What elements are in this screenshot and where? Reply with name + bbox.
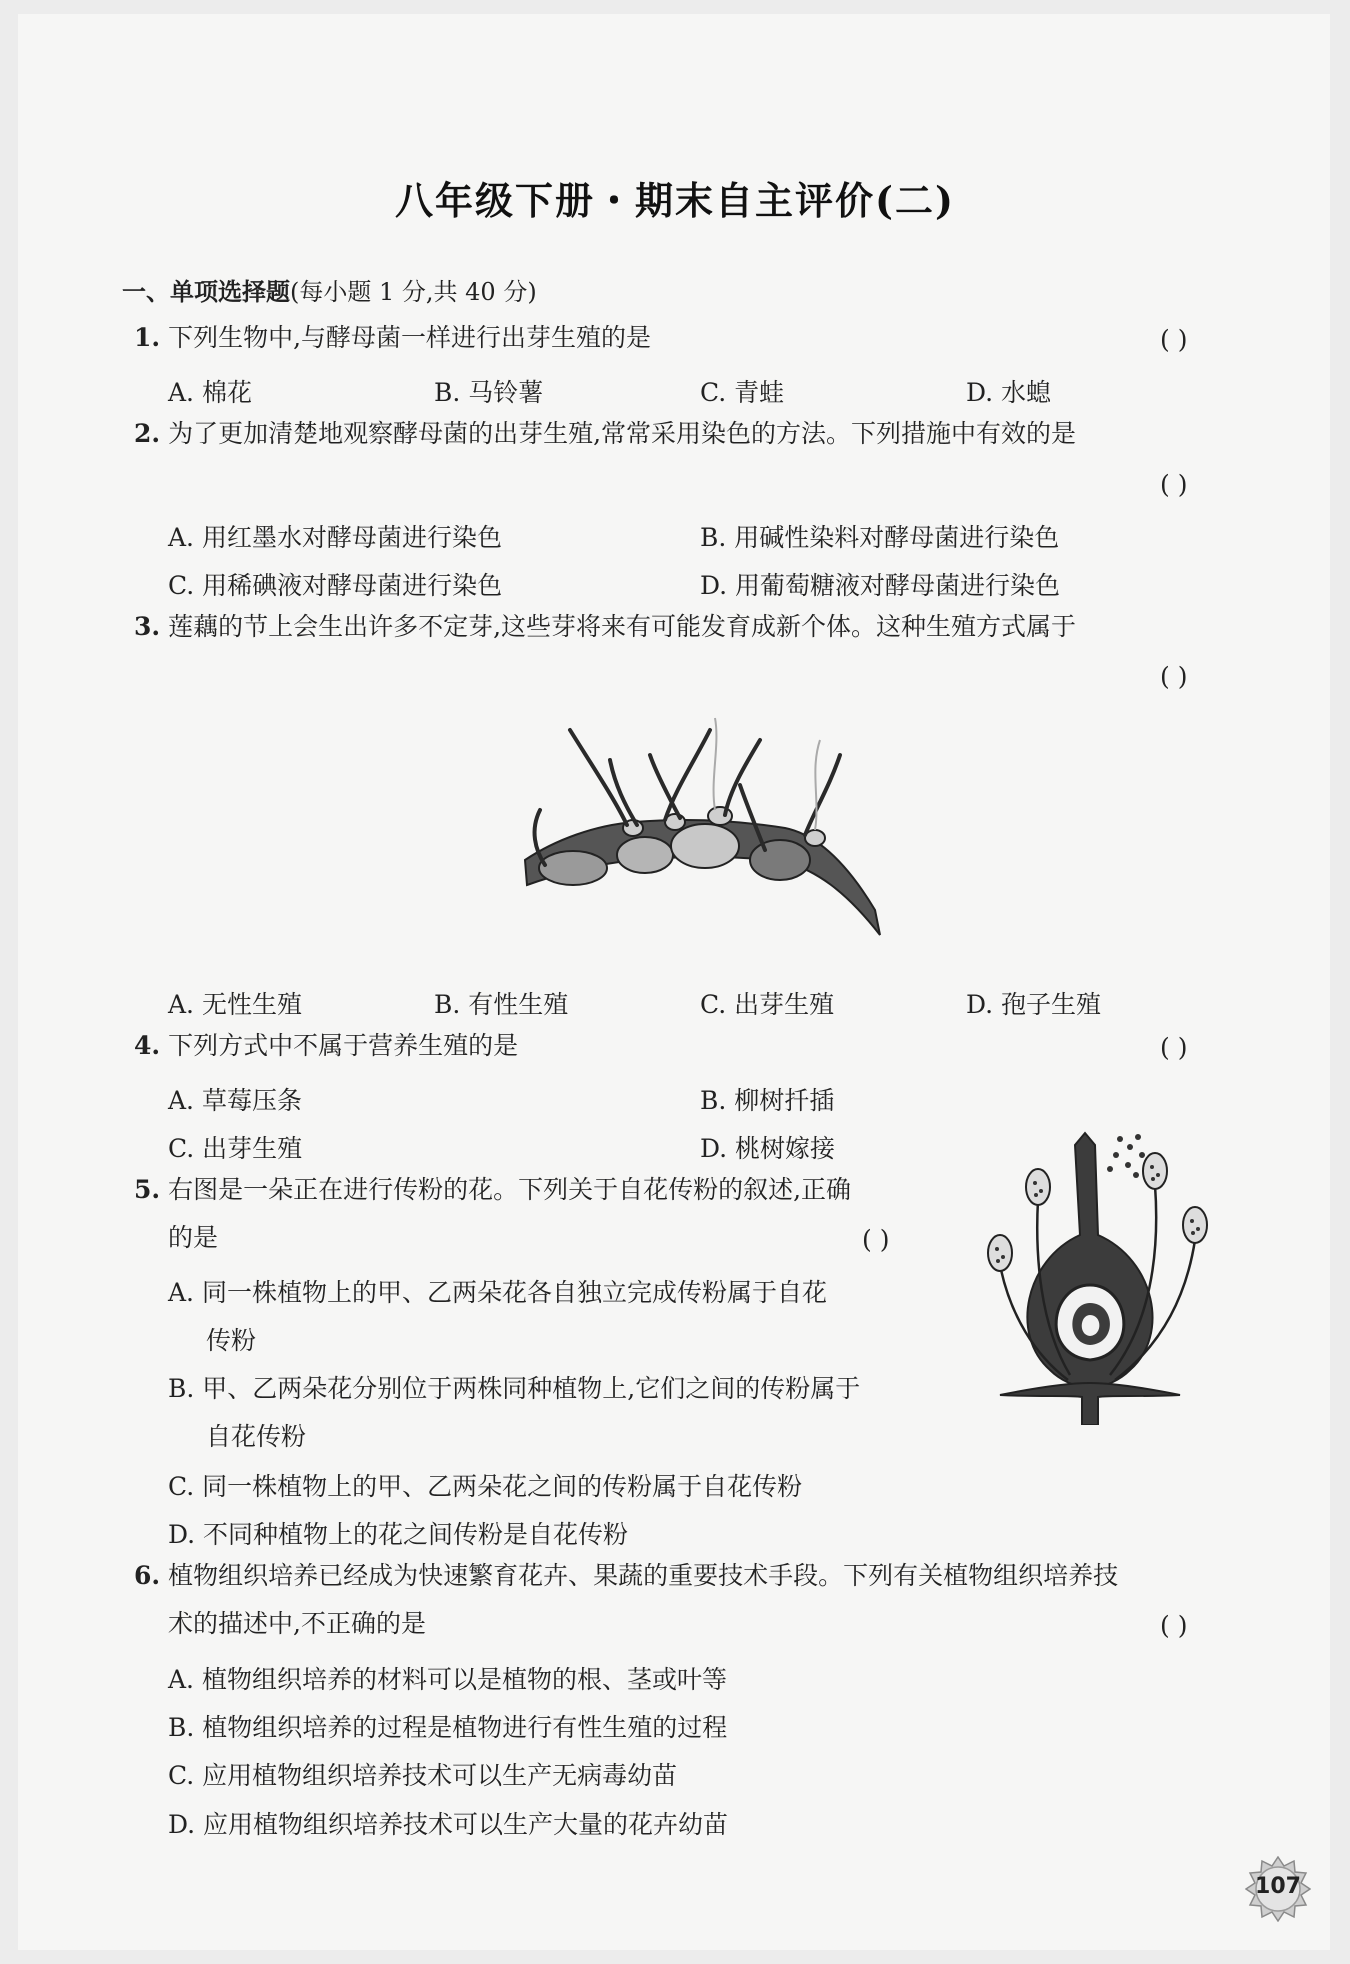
question-1: [134, 325, 651, 350]
q2-option-a[interactable]: A. 用红墨水对酵母菌进行染色: [168, 523, 502, 552]
section-title: 一、单项选择题: [122, 277, 290, 306]
q2-option-c[interactable]: C. 用稀碘液对酵母菌进行染色: [168, 571, 503, 600]
question-number: 6.: [134, 1561, 161, 1590]
q6-option-a[interactable]: A. 植物组织培养的材料可以是植物的根、茎或叶等: [168, 1665, 727, 1694]
question-text: 右图是一朵正在进行传粉的花。下列关于自花传粉的叙述,正确: [168, 1175, 852, 1204]
answer-blank-4[interactable]: ( ): [1160, 1033, 1188, 1062]
q4-option-c[interactable]: C. 出芽生殖: [168, 1134, 303, 1163]
answer-blank-1[interactable]: ( ): [1160, 325, 1188, 354]
q4-option-a[interactable]: A. 草莓压条: [168, 1086, 302, 1115]
q1-option-c[interactable]: C. 青蛙: [700, 378, 785, 407]
question-number: 3.: [134, 612, 161, 641]
q6-option-d[interactable]: D. 应用植物组织培养技术可以生产大量的花卉幼苗: [168, 1810, 729, 1839]
answer-blank-5[interactable]: ( ): [862, 1225, 890, 1254]
page-number: 107: [1255, 1874, 1301, 1899]
question-text: 植物组织培养已经成为快速繁育花卉、果蔬的重要技术手段。下列有关植物组织培养技: [168, 1561, 1119, 1590]
page-number-badge: [1245, 1856, 1311, 1922]
pollinating-flower-figure: [980, 1125, 1250, 1425]
q5-option-a-cont: 传粉: [206, 1326, 257, 1355]
q5-option-b[interactable]: B. 甲、乙两朵花分别位于两株同种植物上,它们之间的传粉属于: [168, 1374, 861, 1403]
q6-option-c[interactable]: C. 应用植物组织培养技术可以生产无病毒幼苗: [168, 1761, 678, 1790]
q3-option-a[interactable]: A. 无性生殖: [168, 990, 302, 1019]
question-3: [134, 614, 1076, 639]
q1-option-a[interactable]: A. 棉花: [168, 378, 252, 407]
q4-option-b[interactable]: B. 柳树扦插: [700, 1086, 835, 1115]
question-5-cont: 的是: [168, 1223, 219, 1252]
lotus-rhizome-figure: [515, 710, 895, 950]
question-number: 1.: [134, 323, 161, 352]
q3-option-d[interactable]: D. 孢子生殖: [966, 990, 1102, 1019]
question-6-cont: 术的描述中,不正确的是: [168, 1609, 426, 1638]
q4-option-d[interactable]: D. 桃树嫁接: [700, 1134, 836, 1163]
question-4: [134, 1033, 518, 1058]
question-text: 莲藕的节上会生出许多不定芽,这些芽将来有可能发育成新个体。这种生殖方式属于: [168, 612, 1077, 641]
section-heading: [122, 272, 537, 307]
q5-option-d[interactable]: D. 不同种植物上的花之间传粉是自花传粉: [168, 1520, 629, 1549]
question-5: [134, 1177, 851, 1202]
answer-blank-6[interactable]: ( ): [1160, 1611, 1188, 1640]
q3-option-b[interactable]: B. 有性生殖: [434, 990, 569, 1019]
question-number: 4.: [134, 1031, 161, 1060]
question-number: 2.: [134, 419, 161, 448]
answer-blank-2[interactable]: ( ): [1160, 470, 1188, 499]
question-text: 下列方式中不属于营养生殖的是: [168, 1031, 519, 1060]
page-title: 八年级下册・期末自主评价(二): [395, 178, 955, 223]
q1-option-d[interactable]: D. 水螅: [966, 378, 1052, 407]
q2-option-b[interactable]: B. 用碱性染料对酵母菌进行染色: [700, 523, 1060, 552]
q1-option-b[interactable]: B. 马铃薯: [434, 378, 544, 407]
q5-option-a[interactable]: A. 同一株植物上的甲、乙两朵花各自独立完成传粉属于自花: [168, 1278, 827, 1307]
q5-option-b-cont: 自花传粉: [206, 1422, 307, 1451]
q5-option-c[interactable]: C. 同一株植物上的甲、乙两朵花之间的传粉属于自花传粉: [168, 1472, 803, 1501]
answer-blank-3[interactable]: ( ): [1160, 662, 1188, 691]
q2-option-d[interactable]: D. 用葡萄糖液对酵母菌进行染色: [700, 571, 1061, 600]
q3-option-c[interactable]: C. 出芽生殖: [700, 990, 835, 1019]
question-number: 5.: [134, 1175, 161, 1204]
question-6: [134, 1563, 1118, 1588]
question-text: 下列生物中,与酵母菌一样进行出芽生殖的是: [168, 323, 652, 352]
section-note: (每小题 1 分,共 40 分): [290, 278, 537, 306]
question-2: [134, 421, 1076, 446]
question-text: 为了更加清楚地观察酵母菌的出芽生殖,常常采用染色的方法。下列措施中有效的是: [168, 419, 1077, 448]
q6-option-b[interactable]: B. 植物组织培养的过程是植物进行有性生殖的过程: [168, 1713, 728, 1742]
